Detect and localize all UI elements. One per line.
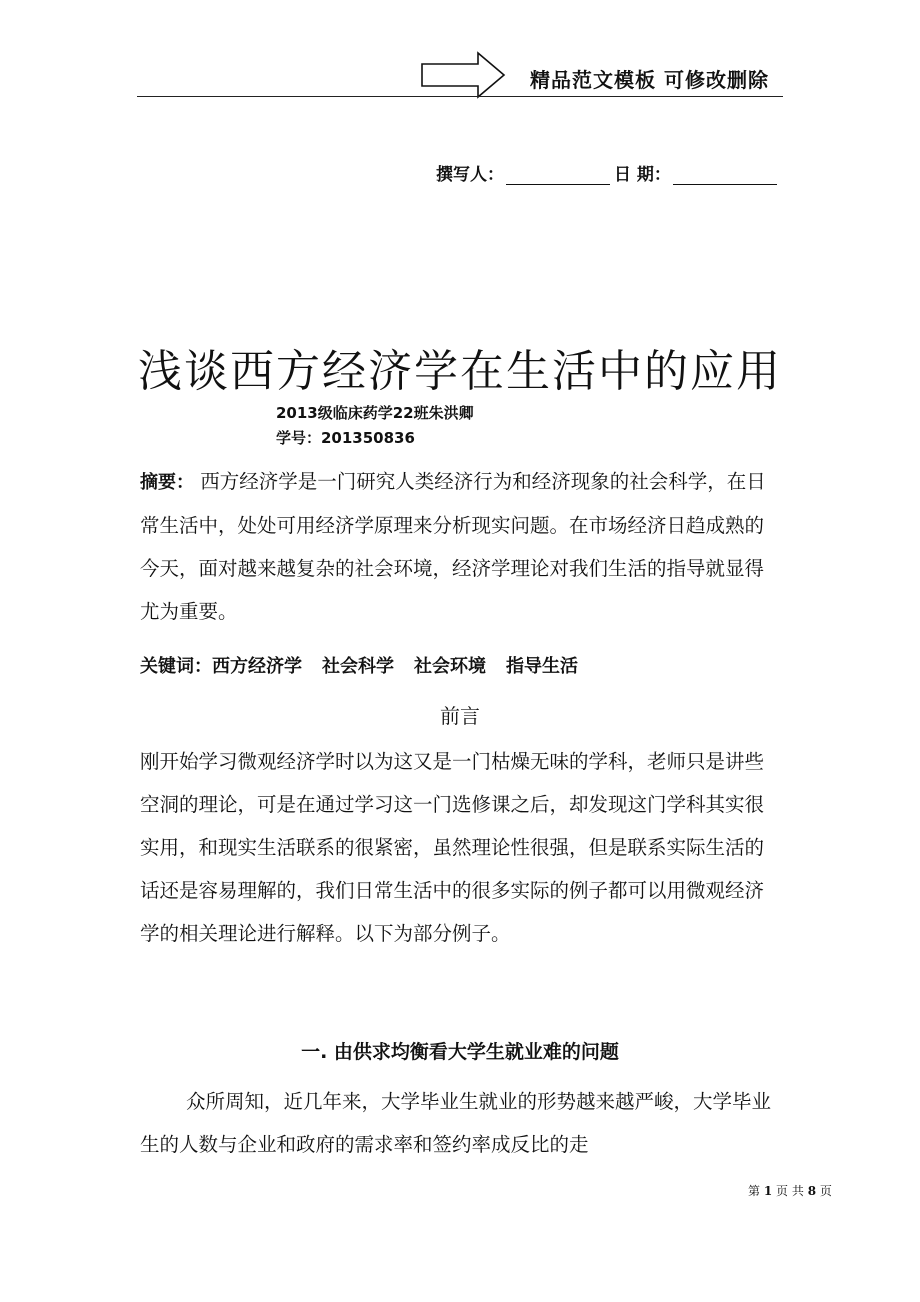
right-arrow-icon (420, 50, 506, 100)
keyword-item: 指导生活 (506, 656, 578, 677)
author-blank (506, 164, 610, 185)
date-label: 日 期： (614, 165, 671, 185)
footer-page-number: 1 (763, 1184, 773, 1198)
section-paragraph: 众所周知，近几年来，大学毕业生就业的形势越来越严峻，大学毕业生的人数与企业和政府的需求率和签约率成反比的走 (140, 1090, 772, 1156)
header-tagline: 精品范文模板 可修改删除 (530, 68, 769, 92)
date-blank (673, 164, 777, 185)
document-title: 浅谈西方经济学在生活中的应用 (138, 346, 782, 397)
footer-mid: 页 共 (776, 1184, 804, 1198)
keyword-item: 社会环境 (414, 656, 486, 677)
page-footer (748, 1182, 832, 1199)
keywords-label: 关键词： (140, 656, 212, 677)
keyword-item: 西方经济学 (212, 656, 302, 677)
footer-total-pages: 8 (807, 1184, 817, 1198)
header-rule (137, 96, 783, 97)
footer-suffix: 页 (819, 1184, 832, 1198)
abstract-paragraph (140, 460, 780, 633)
author-label: 撰写人： (436, 165, 504, 185)
section-heading: 一. 由供求均衡看大学生就业难的问题 (301, 1041, 619, 1063)
preface-heading: 前言 (440, 704, 480, 728)
keywords-line (140, 652, 598, 678)
footer-prefix: 第 (748, 1184, 761, 1198)
keyword-item: 社会科学 (322, 656, 394, 677)
abstract-label: 摘要： (140, 472, 194, 493)
author-line: 2013级临床药学22班朱洪卿 (276, 404, 474, 422)
signature-row (436, 160, 781, 185)
preface-paragraph: 刚开始学习微观经济学时以为这又是一门枯燥无味的学科，老师只是讲些空洞的理论，可是在通过学习这一门选修课之后，却发现这门学科其实很实用，和现实生活联系的很紧密，虽然理论性很强，但是联系实际生活的话还是容易理解的，我们日常生活中的很多实际的例子都可以用微观经济学的相关理论进行解释。以下为部分例子。 (140, 750, 765, 945)
abstract-text: 西方经济学是一门研究人类经济行为和经济现象的社会科学，在日常生活中，处处可用经济学原理来分析现实问题。在市场经济日趋成熟的今天，面对越来越复杂的社会环境，经济学理论对我们生活的指导就显得尤为重要。 (140, 470, 766, 623)
student-id-line: 学号：201350836 (276, 429, 415, 447)
